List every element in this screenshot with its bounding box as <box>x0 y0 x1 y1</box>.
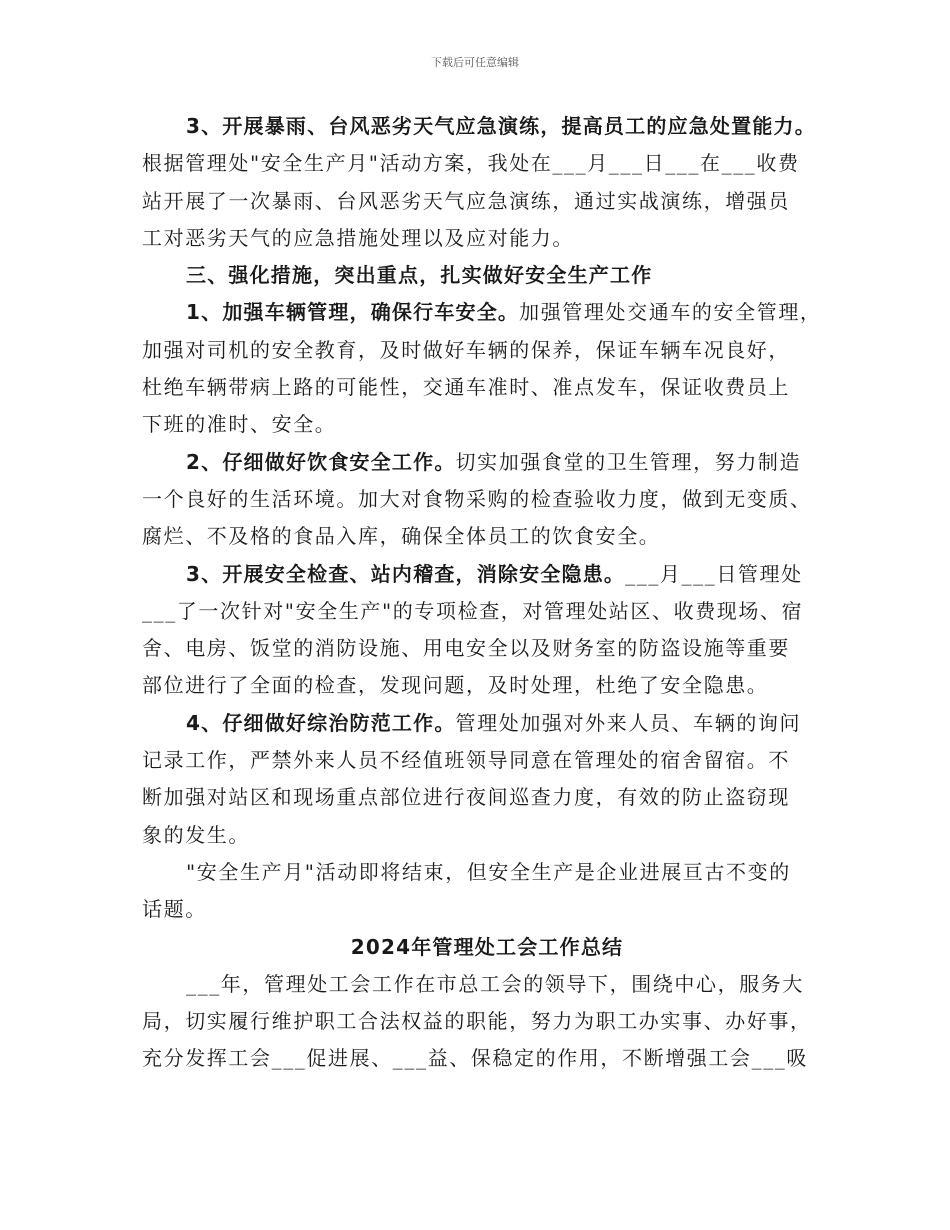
paragraph-heading: 3、开展暴雨、台风恶劣天气应急演练，提高员工的应急处置能力。 <box>186 114 816 138</box>
header-note: 下载后可任意编辑 <box>431 56 519 69</box>
text-line: ___年，管理处工会工作在市总工会的领导下，围绕中心，服务大 <box>186 971 804 996</box>
text-line: 根据管理处"安全生产月"活动方案，我处在___月___日___在___收费 <box>142 151 800 176</box>
text-line: 站开展了一次暴雨、台风恶劣天气应急演练，通过实战演练，增强员 <box>142 188 790 213</box>
item-title: 2、仔细做好饮食安全工作。 <box>186 449 456 474</box>
text-line: ___了一次针对"安全生产"的专项检查，对管理处站区、收费现场、宿 <box>142 598 804 623</box>
document-body <box>142 108 832 1078</box>
text-line: 充分发挥工会___促进展、___益、保稳定的作用，不断增强工会___吸 <box>142 1046 808 1071</box>
text-line: 腐烂、不及格的食品入库，确保全体员工的饮食安全。 <box>142 524 661 549</box>
section-heading: 三、强化措施，突出重点，扎实做好安全生产工作 <box>186 263 653 288</box>
text-line <box>142 556 832 593</box>
document-title: 2024年管理处工会工作总结 <box>350 934 624 959</box>
text-line: 加强对司机的安全教育，及时做好车辆的保养，保证车辆车况良好， <box>142 337 790 362</box>
item-text: ___月___日管理处 <box>625 561 803 586</box>
text-line <box>142 444 832 481</box>
item-title: 4、仔细做好综治防范工作。 <box>186 710 456 735</box>
item-title: 3、开展安全检查、站内稽查，消除安全隐患。 <box>186 561 626 586</box>
text-line: 断加强对站区和现场重点部位进行夜间巡查力度，有效的防止盗窃现 <box>142 785 790 810</box>
text-line: 一个良好的生活环境。加大对食物采购的检查验收力度，做到无变质、 <box>142 486 812 511</box>
text-line: 部位进行了全面的检查，发现问题，及时处理，杜绝了安全隐患。 <box>142 673 769 698</box>
text-line: "安全生产月"活动即将结束，但安全生产是企业进展亘古不变的 <box>186 859 791 884</box>
text-line: 杜绝车辆带病上路的可能性，交通车准时、准点发车，保证收费员上 <box>142 375 790 400</box>
text-line: 工对恶劣天气的应急措施处理以及应对能力。 <box>142 225 574 250</box>
text-line <box>142 294 832 331</box>
item-text: 切实加强食堂的卫生管理，努力制造 <box>455 449 802 474</box>
text-line <box>142 705 832 742</box>
item-title: 1、加强车辆管理，确保行车安全。 <box>186 300 520 325</box>
text-line: 局，切实履行维护职工合法权益的职能，努力为职工办实事、办好事， <box>142 1009 812 1034</box>
text-line: 下班的准时、安全。 <box>142 412 337 437</box>
item-text: 管理处加强对外来人员、车辆的询问 <box>455 710 802 735</box>
text-line: 记录工作，严禁外来人员不经值班领导同意在管理处的宿舍留宿。不 <box>142 748 790 773</box>
text-line: 话题。 <box>142 897 207 922</box>
text-line: 象的发生。 <box>142 822 250 847</box>
item-text: 加强管理处交通车的安全管理， <box>519 300 822 325</box>
text-line: 舍、电房、饭堂的消防设施、用电安全以及财务室的防盗设施等重要 <box>142 636 790 661</box>
